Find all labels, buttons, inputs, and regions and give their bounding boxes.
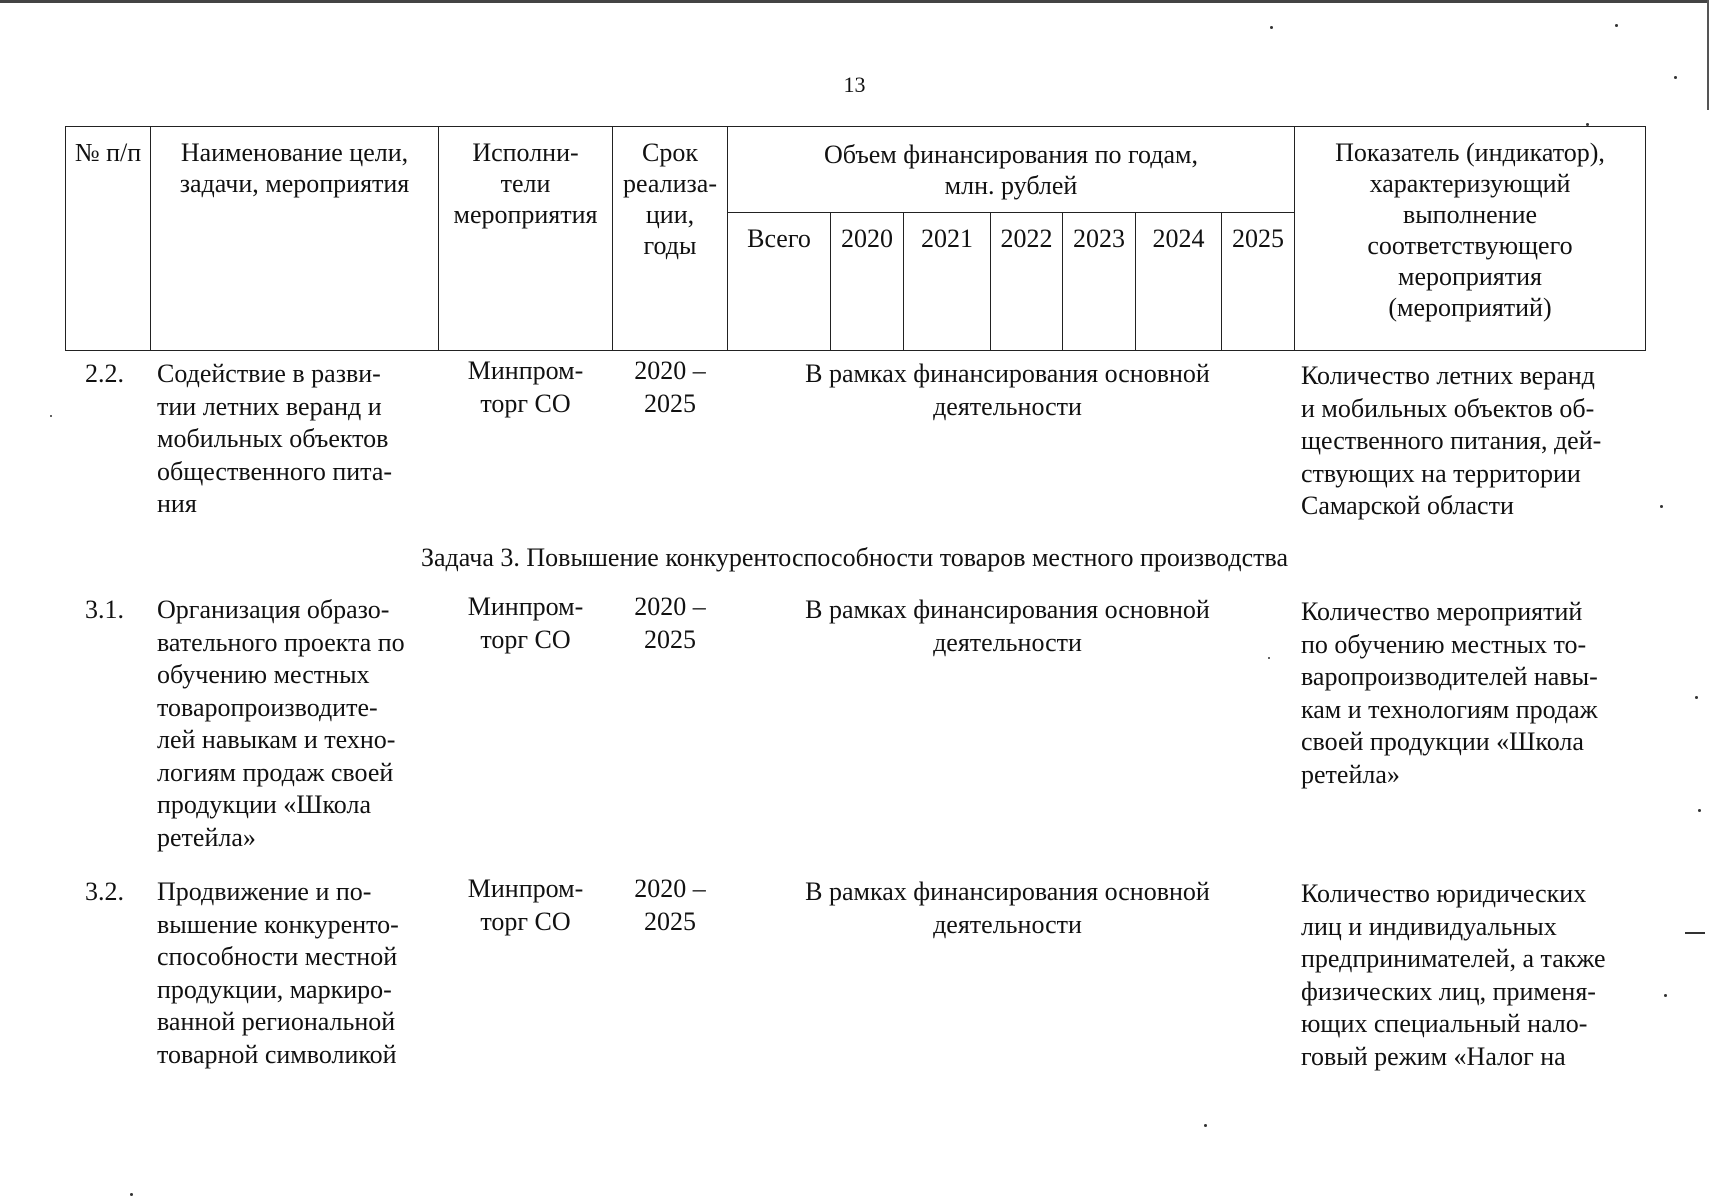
scan-speck	[1695, 696, 1698, 699]
scan-speck	[1204, 1124, 1207, 1127]
row-name-line: логиям продаж своей	[157, 757, 394, 787]
header-col-indicator	[1295, 127, 1646, 351]
row-name-line: тии летних веранд и	[157, 391, 382, 421]
header-col-term-line: Срок	[642, 138, 698, 167]
scan-speck	[1270, 26, 1273, 29]
row-executor	[448, 591, 603, 656]
scan-speck	[1615, 24, 1618, 27]
row-term	[615, 355, 725, 420]
row-name-line: продукции, маркиро-	[157, 974, 392, 1004]
row-indicator-line: ствующих на территории	[1301, 458, 1581, 488]
header-col-executor-line: Исполни-	[472, 138, 579, 167]
row-executor-line: Минпром-	[467, 356, 584, 385]
scan-speck	[130, 1193, 133, 1196]
row-indicator-line: по обучению местных то-	[1301, 629, 1587, 659]
row-indicator-line: предпринимателей, а также	[1301, 944, 1606, 973]
row-name	[157, 594, 431, 854]
header-col-num-label: № п/п	[74, 138, 142, 167]
row-name-line: вышение конкуренто-	[157, 909, 399, 939]
scan-speck	[1586, 123, 1589, 126]
row-executor-line: Минпром-	[467, 874, 584, 903]
scan-speck	[1698, 809, 1701, 812]
row-number: 3.2.	[85, 877, 124, 906]
header-year-2022	[991, 213, 1063, 351]
row-indicator-line: Количество мероприятий	[1301, 597, 1583, 626]
row-executor-line: торг СО	[480, 906, 571, 936]
header-year-label: 2020	[841, 224, 893, 254]
header-col-executor-line: тели	[500, 169, 551, 198]
header-col-indicator-line: мероприятия	[1397, 262, 1542, 291]
scan-speck	[1268, 657, 1270, 659]
row-executor	[448, 873, 603, 938]
header-year-label: 2022	[1000, 224, 1053, 254]
row-term	[615, 873, 725, 938]
row-name-line: Содействие в разви-	[157, 359, 381, 388]
header-year-2024	[1136, 213, 1222, 351]
header-year-label: 2023	[1073, 224, 1125, 254]
row-indicator-line: варопроизводителей навы-	[1301, 662, 1598, 691]
header-year-label: 2024	[1152, 224, 1205, 254]
row-term-line: 2025	[644, 388, 696, 418]
scan-speck	[1664, 994, 1667, 997]
row-name-line: ретейла»	[157, 822, 256, 852]
header-col-name	[151, 127, 439, 351]
row-name-line: товарной символикой	[157, 1039, 397, 1069]
row-indicator	[1301, 596, 1640, 791]
scan-speck	[50, 415, 52, 417]
row-financing-line: В рамках финансирования основной	[805, 595, 1210, 624]
row-executor	[448, 355, 603, 420]
row-indicator-line: щественного питания, дей-	[1301, 426, 1602, 455]
page-number: 13	[843, 72, 866, 97]
row-indicator	[1301, 878, 1640, 1073]
row-name-line: обучению местных	[157, 660, 370, 689]
row-name-line: способности местной	[157, 942, 398, 971]
row-name-line: лей навыкам и техно-	[157, 725, 396, 754]
header-col-term-line: годы	[643, 231, 697, 260]
row-financing	[760, 594, 1255, 659]
row-indicator	[1301, 360, 1640, 523]
header-col-term-line: ции,	[645, 200, 695, 229]
header-col-name-label: Наименование цели, задачи, мероприятия	[179, 138, 410, 198]
row-financing-line: деятельности	[933, 627, 1082, 657]
header-col-num	[66, 127, 151, 351]
row-name	[157, 358, 431, 521]
header-year-label: 2025	[1232, 224, 1284, 254]
header-col-executor	[439, 127, 613, 351]
row-term-line: 2025	[644, 906, 696, 936]
scan-top-edge	[0, 0, 1709, 3]
row-indicator-line: ющих специальный нало-	[1301, 1009, 1588, 1038]
header-col-total	[728, 213, 831, 351]
task-heading: Задача 3. Повышение конкурентоспособности товаров местного производства	[420, 543, 1288, 572]
row-indicator-line: ретейла»	[1301, 759, 1400, 789]
header-col-executor-line: мероприятия	[453, 200, 598, 229]
row-indicator-line: Самарской области	[1301, 491, 1514, 520]
header-col-indicator-line: характеризующий	[1369, 169, 1571, 198]
scan-dash-mark	[1685, 932, 1705, 934]
row-term-line: 2020 –	[634, 592, 706, 621]
row-financing-line: деятельности	[933, 391, 1082, 421]
row-term	[615, 591, 725, 656]
row-name	[157, 876, 431, 1071]
row-financing-line: В рамках финансирования основной	[805, 877, 1210, 906]
row-name-line: вательного проекта по	[157, 627, 405, 657]
header-col-indicator-line: выполнение	[1402, 200, 1538, 229]
row-term-line: 2020 –	[634, 874, 706, 903]
row-name-line: Организация образо-	[157, 595, 390, 624]
row-financing	[760, 876, 1255, 941]
row-financing-line: деятельности	[933, 909, 1082, 939]
row-indicator-line: кам и технологиям продаж	[1301, 694, 1598, 724]
row-executor-line: Минпром-	[467, 592, 584, 621]
header-year-2023	[1063, 213, 1136, 351]
row-name-line: мобильных объектов	[157, 424, 389, 453]
row-name-line: товаропроизводите-	[157, 692, 378, 722]
header-col-financing	[728, 127, 1295, 213]
header-col-term-line: реализа-	[623, 169, 717, 198]
row-name-line: ванной региональной	[157, 1007, 396, 1036]
header-col-financing-line: млн. рублей	[944, 171, 1078, 200]
row-name-line: Продвижение и по-	[157, 877, 372, 906]
header-year-2021	[904, 213, 991, 351]
scan-speck	[1674, 76, 1677, 79]
row-number: 3.1.	[85, 595, 124, 624]
row-indicator-line: физических лиц, применя-	[1301, 976, 1596, 1006]
header-year-2020	[831, 213, 904, 351]
header-col-indicator-line: Показатель (индикатор),	[1335, 138, 1605, 167]
header-year-2025	[1222, 213, 1295, 351]
row-term-line: 2025	[644, 624, 696, 654]
header-col-indicator-line: (мероприятий)	[1388, 293, 1552, 322]
row-indicator-line: говый режим «Налог на	[1301, 1041, 1566, 1071]
header-col-total-label: Всего	[747, 224, 811, 254]
row-name-line: общественного пита-	[157, 456, 393, 486]
header-year-label: 2021	[921, 224, 973, 254]
row-financing	[760, 358, 1255, 423]
row-indicator-line: Количество летних веранд	[1301, 361, 1595, 390]
header-col-financing-line: Объем финансирования по годам,	[823, 140, 1199, 169]
scan-speck	[1660, 505, 1663, 508]
row-financing-line: В рамках финансирования основной	[805, 359, 1210, 388]
row-indicator-line: лиц и индивидуальных	[1301, 911, 1557, 941]
row-indicator-line: и мобильных объектов об-	[1301, 393, 1595, 423]
table-header	[65, 126, 1646, 351]
row-name-line: продукции «Школа	[157, 790, 371, 819]
row-executor-line: торг СО	[480, 388, 571, 418]
row-term-line: 2020 –	[634, 356, 706, 385]
header-col-term	[613, 127, 728, 351]
row-number: 2.2.	[85, 359, 124, 388]
header-col-indicator-line: соответствующего	[1367, 231, 1573, 260]
row-executor-line: торг СО	[480, 624, 571, 654]
row-name-line: ния	[157, 489, 197, 518]
row-indicator-line: Количество юридических	[1301, 879, 1587, 908]
row-indicator-line: своей продукции «Школа	[1301, 727, 1584, 756]
